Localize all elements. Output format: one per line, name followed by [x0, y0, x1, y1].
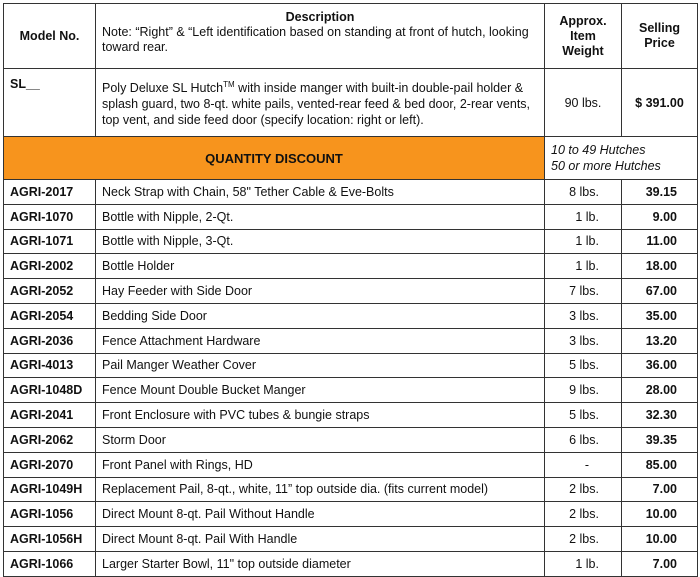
row-price: 35.00 [622, 303, 698, 328]
row-description: Replacement Pail, 8-qt., white, 11” top outside dia. (fits current model) [96, 477, 545, 502]
main-product-weight: 90 lbs. [545, 69, 622, 137]
row-description: Bottle Holder [96, 254, 545, 279]
header-model: Model No. [4, 4, 96, 69]
row-description: Fence Mount Double Bucket Manger [96, 378, 545, 403]
row-price: 11.00 [622, 229, 698, 254]
row-description: Pail Manger Weather Cover [96, 353, 545, 378]
row-weight: 9 lbs. [545, 378, 622, 403]
main-product-price: $ 391.00 [622, 69, 698, 137]
main-product-row [4, 69, 698, 137]
table-row [4, 180, 698, 205]
quantity-discount-tiers [545, 137, 698, 180]
row-price: 32.30 [622, 403, 698, 428]
row-model: AGRI-1049H [4, 477, 96, 502]
row-weight: 7 lbs. [545, 279, 622, 304]
row-model: AGRI-2062 [4, 427, 96, 452]
table-row [4, 403, 698, 428]
row-description: Direct Mount 8-qt. Pail Without Handle [96, 502, 545, 527]
row-weight: 1 lb. [545, 551, 622, 576]
row-weight: 5 lbs. [545, 353, 622, 378]
row-price: 39.35 [622, 427, 698, 452]
table-row [4, 427, 698, 452]
row-weight: 3 lbs. [545, 328, 622, 353]
header-description [96, 4, 545, 69]
table-row [4, 502, 698, 527]
row-model: AGRI-1056 [4, 502, 96, 527]
discount-tier-1: 10 to 49 Hutches [551, 143, 646, 157]
row-weight: 2 lbs. [545, 502, 622, 527]
row-price: 18.00 [622, 254, 698, 279]
row-price: 7.00 [622, 477, 698, 502]
row-description: Storm Door [96, 427, 545, 452]
header-weight [545, 4, 622, 69]
table-row [4, 229, 698, 254]
row-description: Front Panel with Rings, HD [96, 452, 545, 477]
trademark-mark: TM [223, 79, 235, 89]
main-product-description-part2: with inside manger with built-in double-pail holder & splash guard, two 8-qt. white pails, vented-rear feed & bed door, 2-rear vents, top vent, and side feed door (specify location: right or left). [102, 81, 531, 128]
table-row [4, 353, 698, 378]
row-weight: 1 lb. [545, 254, 622, 279]
table-row [4, 527, 698, 552]
table-row [4, 254, 698, 279]
row-description: Direct Mount 8-qt. Pail With Handle [96, 527, 545, 552]
discount-tier-2: 50 or more Hutches [551, 159, 661, 173]
row-model: AGRI-2070 [4, 452, 96, 477]
row-price: 13.20 [622, 328, 698, 353]
row-model: AGRI-2041 [4, 403, 96, 428]
row-description: Neck Strap with Chain, 58" Tether Cable & Eve-Bolts [96, 180, 545, 205]
row-price: 9.00 [622, 204, 698, 229]
header-price-line2: Price [644, 36, 675, 50]
row-weight: 2 lbs. [545, 477, 622, 502]
row-price: 39.15 [622, 180, 698, 205]
row-model: AGRI-2017 [4, 180, 96, 205]
row-price: 67.00 [622, 279, 698, 304]
row-model: AGRI-1071 [4, 229, 96, 254]
header-row [4, 4, 698, 69]
row-price: 7.00 [622, 551, 698, 576]
quantity-discount-label: QUANTITY DISCOUNT [4, 137, 545, 180]
header-price [622, 4, 698, 69]
row-weight: 6 lbs. [545, 427, 622, 452]
row-model: AGRI-1056H [4, 527, 96, 552]
row-model: AGRI-2054 [4, 303, 96, 328]
row-description: Fence Attachment Hardware [96, 328, 545, 353]
row-weight: 3 lbs. [545, 303, 622, 328]
row-price: 10.00 [622, 502, 698, 527]
row-description: Hay Feeder with Side Door [96, 279, 545, 304]
row-weight: 2 lbs. [545, 527, 622, 552]
main-product-model: SL__ [4, 69, 96, 137]
header-weight-line2: Item [570, 28, 596, 43]
row-description: Bottle with Nipple, 2-Qt. [96, 204, 545, 229]
row-weight: 5 lbs. [545, 403, 622, 428]
table-row [4, 378, 698, 403]
table-row [4, 303, 698, 328]
row-model: AGRI-2002 [4, 254, 96, 279]
row-description: Larger Starter Bowl, 11" top outside diameter [96, 551, 545, 576]
header-weight-line3: Weight [562, 43, 604, 58]
main-product-description [96, 69, 545, 137]
quantity-discount-row [4, 137, 698, 180]
row-model: AGRI-1066 [4, 551, 96, 576]
row-price: 10.00 [622, 527, 698, 552]
row-description: Front Enclosure with PVC tubes & bungie straps [96, 403, 545, 428]
header-weight-line1: Approx. [559, 13, 607, 28]
row-price: 28.00 [622, 378, 698, 403]
main-product-description-part1: Poly Deluxe SL Hutch [102, 81, 224, 96]
table-row [4, 279, 698, 304]
row-weight: 1 lb. [545, 229, 622, 254]
table-row [4, 328, 698, 353]
row-model: AGRI-1048D [4, 378, 96, 403]
row-description: Bottle with Nipple, 3-Qt. [96, 229, 545, 254]
table-row [4, 477, 698, 502]
row-price: 85.00 [622, 452, 698, 477]
table-row [4, 551, 698, 576]
row-weight: 8 lbs. [545, 180, 622, 205]
row-model: AGRI-2036 [4, 328, 96, 353]
header-description-title: Description [285, 10, 355, 24]
row-model: AGRI-1070 [4, 204, 96, 229]
row-description: Bedding Side Door [96, 303, 545, 328]
row-weight: - [545, 452, 622, 477]
row-model: AGRI-2052 [4, 279, 96, 304]
header-price-line1: Selling [639, 21, 680, 35]
row-weight: 1 lb. [545, 204, 622, 229]
price-list-table [3, 3, 698, 577]
row-model: AGRI-4013 [4, 353, 96, 378]
row-price: 36.00 [622, 353, 698, 378]
header-description-note: Note: “Right” & “Left identification based on standing at front of hutch, looking toward rear. [102, 25, 529, 54]
table-row [4, 452, 698, 477]
table-row [4, 204, 698, 229]
